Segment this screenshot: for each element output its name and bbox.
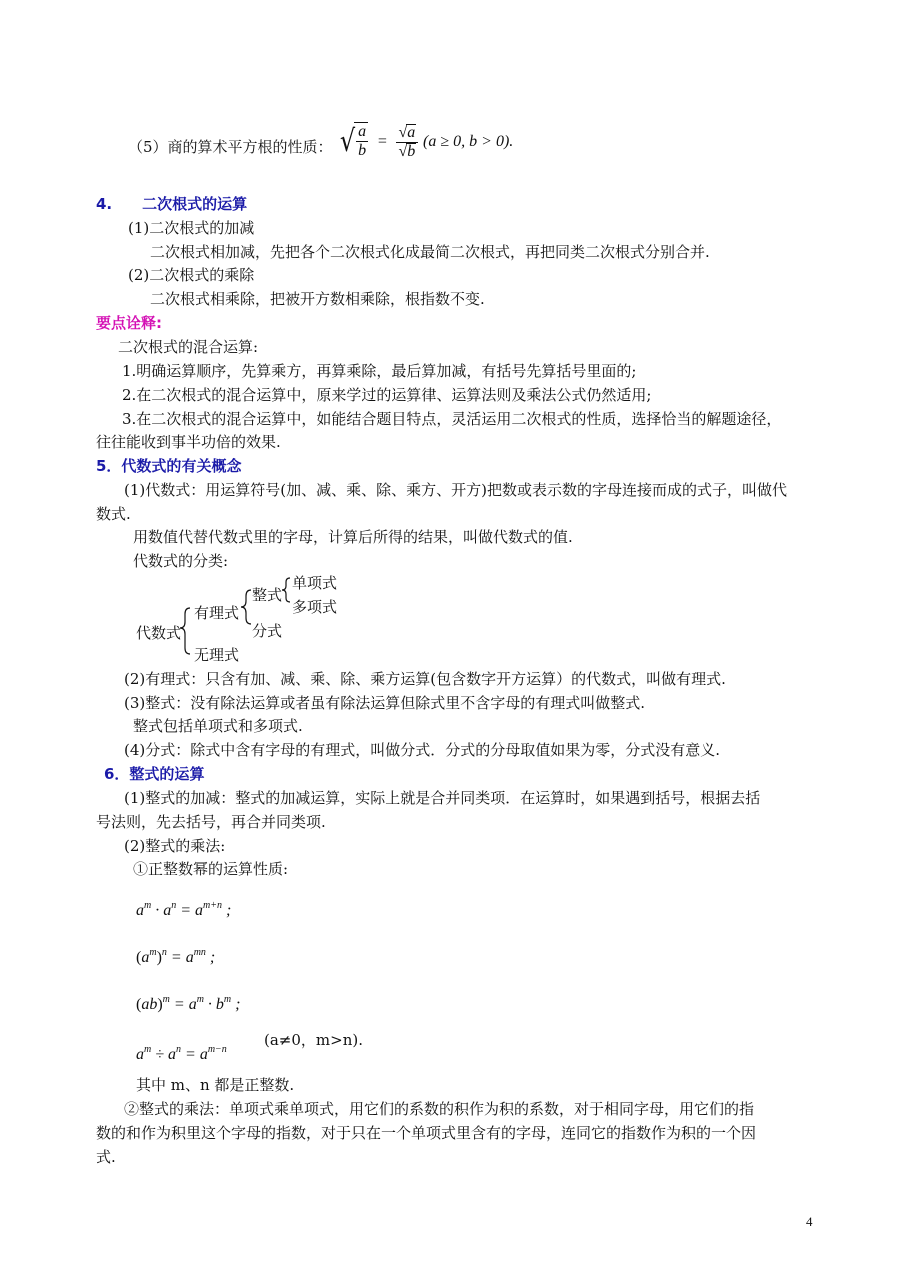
key-item-1: 1.明确运算顺序，先算乘方，再算乘除，最后算加减，有括号先算括号里面的; [122, 362, 637, 380]
s5-def3b: 整式包括单项式和多项式. [133, 717, 303, 735]
key-item-3b: 往往能收到事半功倍的效果. [96, 433, 281, 451]
tree-integral: 整式 [252, 586, 283, 604]
formula-product-power: $(ab)^m = a^m \cdot b^m$ ; [136, 994, 241, 1013]
s6-e2b2: 数的和作为积里这个字母的指数，对于只在一个单项式里含有的字母，连同它的指数作为积的一个因 [96, 1124, 757, 1142]
s6-e1a: (1)整式的加减：整式的加减运算，实际上就是合并同类项．在运算时，如果遇到括号，根据去括 [124, 789, 761, 807]
s6-note: 其中 m、n 都是正整数. [136, 1076, 295, 1094]
s6-e2b3: 式. [96, 1148, 116, 1166]
key-item-2: 2.在二次根式的混合运算中，原来学过的运算律、运算法则及乘法公式仍然适用; [122, 386, 652, 404]
tree-rational: 有理式 [194, 604, 240, 622]
tree-root: 代数式 [136, 624, 182, 642]
s6-e1b: 号法则，先去括号，再合并同类项. [96, 813, 326, 831]
tree-fraction: 分式 [252, 622, 283, 640]
s6-e2b1: ②整式的乘法：单项式乘单项式，用它们的系数的积作为积的系数，对于相同字母，用它们的指 [124, 1100, 755, 1118]
s5-label: （5）商的算术平方根的性质： [128, 138, 333, 156]
s6-e2: (2)整式的乘法: [124, 837, 226, 855]
classification-tree [130, 570, 360, 666]
s5-def1a: (1)代数式：用运算符号(加、减、乘、除、乘方、开方)把数或表示数的字母连接而成的式子，叫做代 [124, 481, 787, 499]
s5-def1c: 用数值代替代数式里的字母，计算后所得的结果，叫做代数式的值. [133, 528, 573, 546]
tree-monomial: 单项式 [292, 574, 338, 592]
section-6-title: 6．整式的运算 [104, 765, 205, 783]
s5-def3: (3)整式：没有除法运算或者虽有除法运算但除式里不含字母的有理式叫做整式. [124, 694, 646, 712]
page-number: 4 [806, 1214, 813, 1229]
s4-p2: (2)二次根式的乘除 [128, 266, 255, 284]
s5-def1d: 代数式的分类: [133, 552, 229, 570]
s6-e2a: ①正整数幂的运算性质: [133, 860, 289, 878]
formula-power-product: $a^m \cdot a^n = a^{m+n}$ ; [136, 900, 232, 919]
s5-condition: a ≥ 0, b > 0) [428, 133, 510, 150]
s4-p1-body: 二次根式相加减，先把各个二次根式化成最简二次根式，再把同类二次根式分别合并. [150, 243, 710, 261]
tree-irrational: 无理式 [194, 646, 240, 664]
key-points-title: 要点诠释: [96, 314, 162, 332]
s4-p1: (1)二次根式的加减 [128, 219, 255, 237]
s5-def1b: 数式. [96, 505, 131, 523]
formula-power-quotient-condition: (a≠0，m>n). [264, 1031, 363, 1049]
formula-power-power: $(a^m)^n = a^{mn}$ ; [136, 947, 216, 966]
section-5-title: 5．代数式的有关概念 [96, 457, 242, 475]
section-4-title: 4. 二次根式的运算 [96, 195, 248, 213]
s5-def2: (2)有理式：只含有加、减、乘、除、乘方运算(包含数字开方运算）的代数式，叫做有理式. [124, 670, 726, 688]
s5-def4: (4)分式：除式中含有字母的有理式，叫做分式．分式的分母取值如果为零，分式没有意义. [124, 741, 721, 759]
key-intro: 二次根式的混合运算: [118, 338, 259, 356]
formula-quotient-sqrt: √ $\frac{a}{b}$ = $\frac{√a}{√b}$ (a ≥ 0, b > 0). [338, 122, 513, 162]
formula-power-quotient: $a^m \div a^n = a^{m-n}$ [136, 1044, 227, 1063]
tree-polynomial: 多项式 [292, 598, 338, 616]
key-item-3a: 3.在二次根式的混合运算中，如能结合题目特点，灵活运用二次根式的性质，选择恰当的解题途径， [122, 410, 782, 428]
s4-p2-body: 二次根式相乘除，把被开方数相乘除，根指数不变. [150, 290, 485, 308]
